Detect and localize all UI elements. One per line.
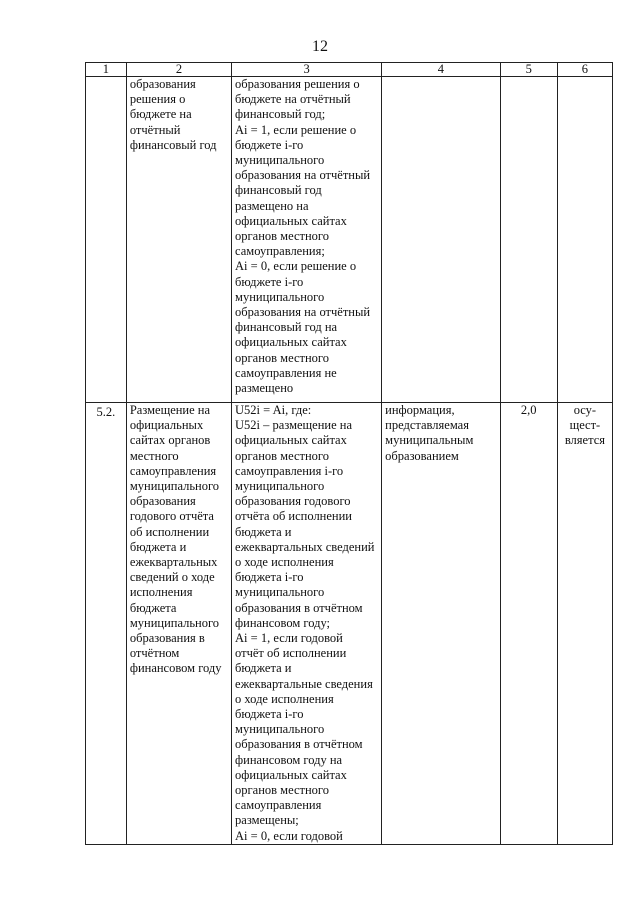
row-number-cell: 5.2. (86, 403, 127, 845)
criteria-table (85, 62, 613, 845)
status-cell: осу- щест- вляется (557, 403, 612, 845)
weight-cell (500, 77, 557, 403)
table-row (86, 77, 613, 403)
status-cell (557, 77, 612, 403)
table-header-row (86, 63, 613, 77)
header-col-1: 1 (86, 63, 127, 77)
header-col-2: 2 (126, 63, 231, 77)
header-col-4: 4 (382, 63, 500, 77)
page-number: 12 (312, 38, 328, 55)
indicator-name-cell: образования решения о бюджете на отчётный финансовый год (126, 77, 231, 403)
header-col-5: 5 (500, 63, 557, 77)
header-col-3: 3 (232, 63, 382, 77)
formula-cell: U52i = Ai, где: U52i – размещение на официальных сайтах органов местного самоуправления i-го муниципального образования годового отчёта об исполнении бюджета и ежеквартальных сведений о ходе исполнения бюджета i-го муниципального образования в отчётном финансовом году; Ai = 1, если годовой отчёт об исполнении бюджета и ежеквартальные сведения о ходе исполнения бюджета i-го муниципального образования в отчётном финансовом году на официальных сайтах органов местного самоуправления размещены; Ai = 0, если годовой (232, 403, 382, 845)
table-row (86, 403, 613, 845)
indicator-name-cell: Размещение на официальных сайтах органов местного самоуправления муниципального образования годового отчёта об исполнении бюджета и ежеквартальных сведений о ходе исполнения бюджета муниципального образования в отчётном финансовом году (126, 403, 231, 845)
row-number-cell (86, 77, 127, 403)
formula-cell: образования решения о бюджете на отчётный финансовый год; Ai = 1, если решение о бюджете i-го муниципального образования на отчётный финансовый год размещено на официальных сайтах органов местного самоуправления; Ai = 0, если решение о бюджете i-го муниципального образования на отчётный финансовый год на официальных сайтах органов местного самоуправления не размещено (232, 77, 382, 403)
weight-cell: 2,0 (500, 403, 557, 845)
header-col-6: 6 (557, 63, 612, 77)
source-cell (382, 77, 500, 403)
source-cell: информация, представляемая муниципальным образованием (382, 403, 500, 845)
